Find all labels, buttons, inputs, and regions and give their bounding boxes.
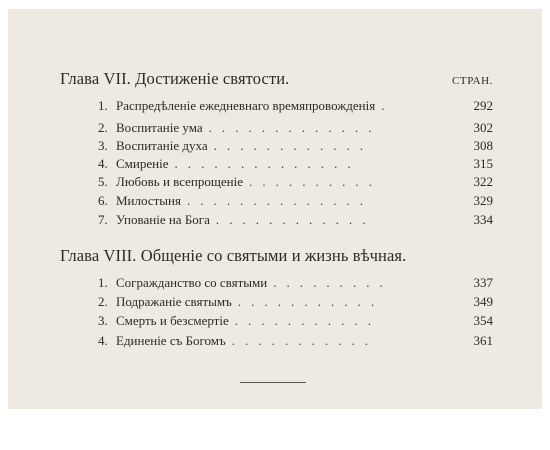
dot-leader: . . . . . . . . . . . bbox=[234, 313, 375, 328]
entry-number: 2. bbox=[98, 120, 108, 135]
dot-leader: . . . . . . . . . . . . . . bbox=[174, 156, 355, 171]
toc-entry bbox=[98, 156, 493, 176]
entry-title: Подражаніе святымъ bbox=[116, 294, 232, 309]
toc-entry bbox=[98, 193, 493, 213]
entry-title: Единеніе съ Богомъ bbox=[116, 333, 226, 348]
chapter-heading: Глава VII. Достиженіе святости. bbox=[60, 69, 290, 88]
entry-title: Милостыня bbox=[116, 193, 181, 208]
entry-page: 361 bbox=[473, 333, 493, 348]
entry-number: 1. bbox=[98, 98, 108, 113]
dot-leader: . . . . . . . . . bbox=[273, 275, 387, 290]
entry-number: 1. bbox=[98, 275, 108, 290]
entry-title: Согражданство со святыми bbox=[116, 275, 268, 290]
entry-number: 5. bbox=[98, 174, 108, 189]
entry-number: 3. bbox=[98, 138, 108, 153]
entry-page: 337 bbox=[473, 275, 493, 290]
chapter-heading: Глава VIII. Общеніе со святыми и жизнь вѣчная. bbox=[60, 246, 407, 265]
entry-page: 349 bbox=[473, 294, 493, 309]
entry-number: 4. bbox=[98, 333, 108, 348]
toc-entry bbox=[98, 313, 493, 333]
toc-entry bbox=[98, 212, 493, 232]
entry-number: 2. bbox=[98, 294, 108, 309]
dot-leader: . . . . . . . . . . . bbox=[231, 333, 372, 348]
entry-page: 302 bbox=[473, 120, 493, 135]
toc-entry bbox=[98, 98, 493, 118]
entry-title: Смиреніе bbox=[116, 156, 169, 171]
entry-page: 334 bbox=[473, 212, 493, 227]
entry-title: Смерть и безсмертіе bbox=[116, 313, 229, 328]
section-divider bbox=[240, 382, 306, 383]
entry-title: Распредѣленіе ежедневнаго времяпровожденія bbox=[116, 98, 376, 113]
toc-entry bbox=[98, 120, 493, 140]
dot-leader: . . . . . . . . . . bbox=[249, 174, 376, 189]
dot-leader: . . . . . . . . . . . . . bbox=[208, 120, 375, 135]
entry-number: 4. bbox=[98, 156, 108, 171]
dot-leader: . bbox=[381, 98, 388, 113]
toc-entry bbox=[98, 138, 493, 158]
entry-title: Воспитаніе ума bbox=[116, 120, 203, 135]
toc-entry bbox=[98, 174, 493, 194]
dot-leader: . . . . . . . . . . . bbox=[237, 294, 378, 309]
entry-page: 308 bbox=[473, 138, 493, 153]
toc-entry bbox=[98, 294, 493, 314]
toc-entry bbox=[98, 333, 493, 353]
entry-title: Любовь и всепрощеніе bbox=[116, 174, 244, 189]
dot-leader: . . . . . . . . . . . . . . bbox=[186, 193, 367, 208]
pages-column-label: СТРАН. bbox=[452, 75, 494, 87]
entry-title: Воспитаніе духа bbox=[116, 138, 208, 153]
dot-leader: . . . . . . . . . . . . bbox=[215, 212, 369, 227]
entry-title: Упованіе на Бога bbox=[116, 212, 210, 227]
entry-number: 7. bbox=[98, 212, 108, 227]
toc-entry bbox=[98, 275, 493, 295]
entry-page: 354 bbox=[473, 313, 493, 328]
book-page bbox=[8, 9, 542, 409]
entry-number: 3. bbox=[98, 313, 108, 328]
entry-page: 322 bbox=[473, 174, 493, 189]
entry-number: 6. bbox=[98, 193, 108, 208]
entry-page: 329 bbox=[473, 193, 493, 208]
entry-page: 315 bbox=[473, 156, 493, 171]
entry-page: 292 bbox=[473, 98, 493, 113]
dot-leader: . . . . . . . . . . . . bbox=[213, 138, 367, 153]
